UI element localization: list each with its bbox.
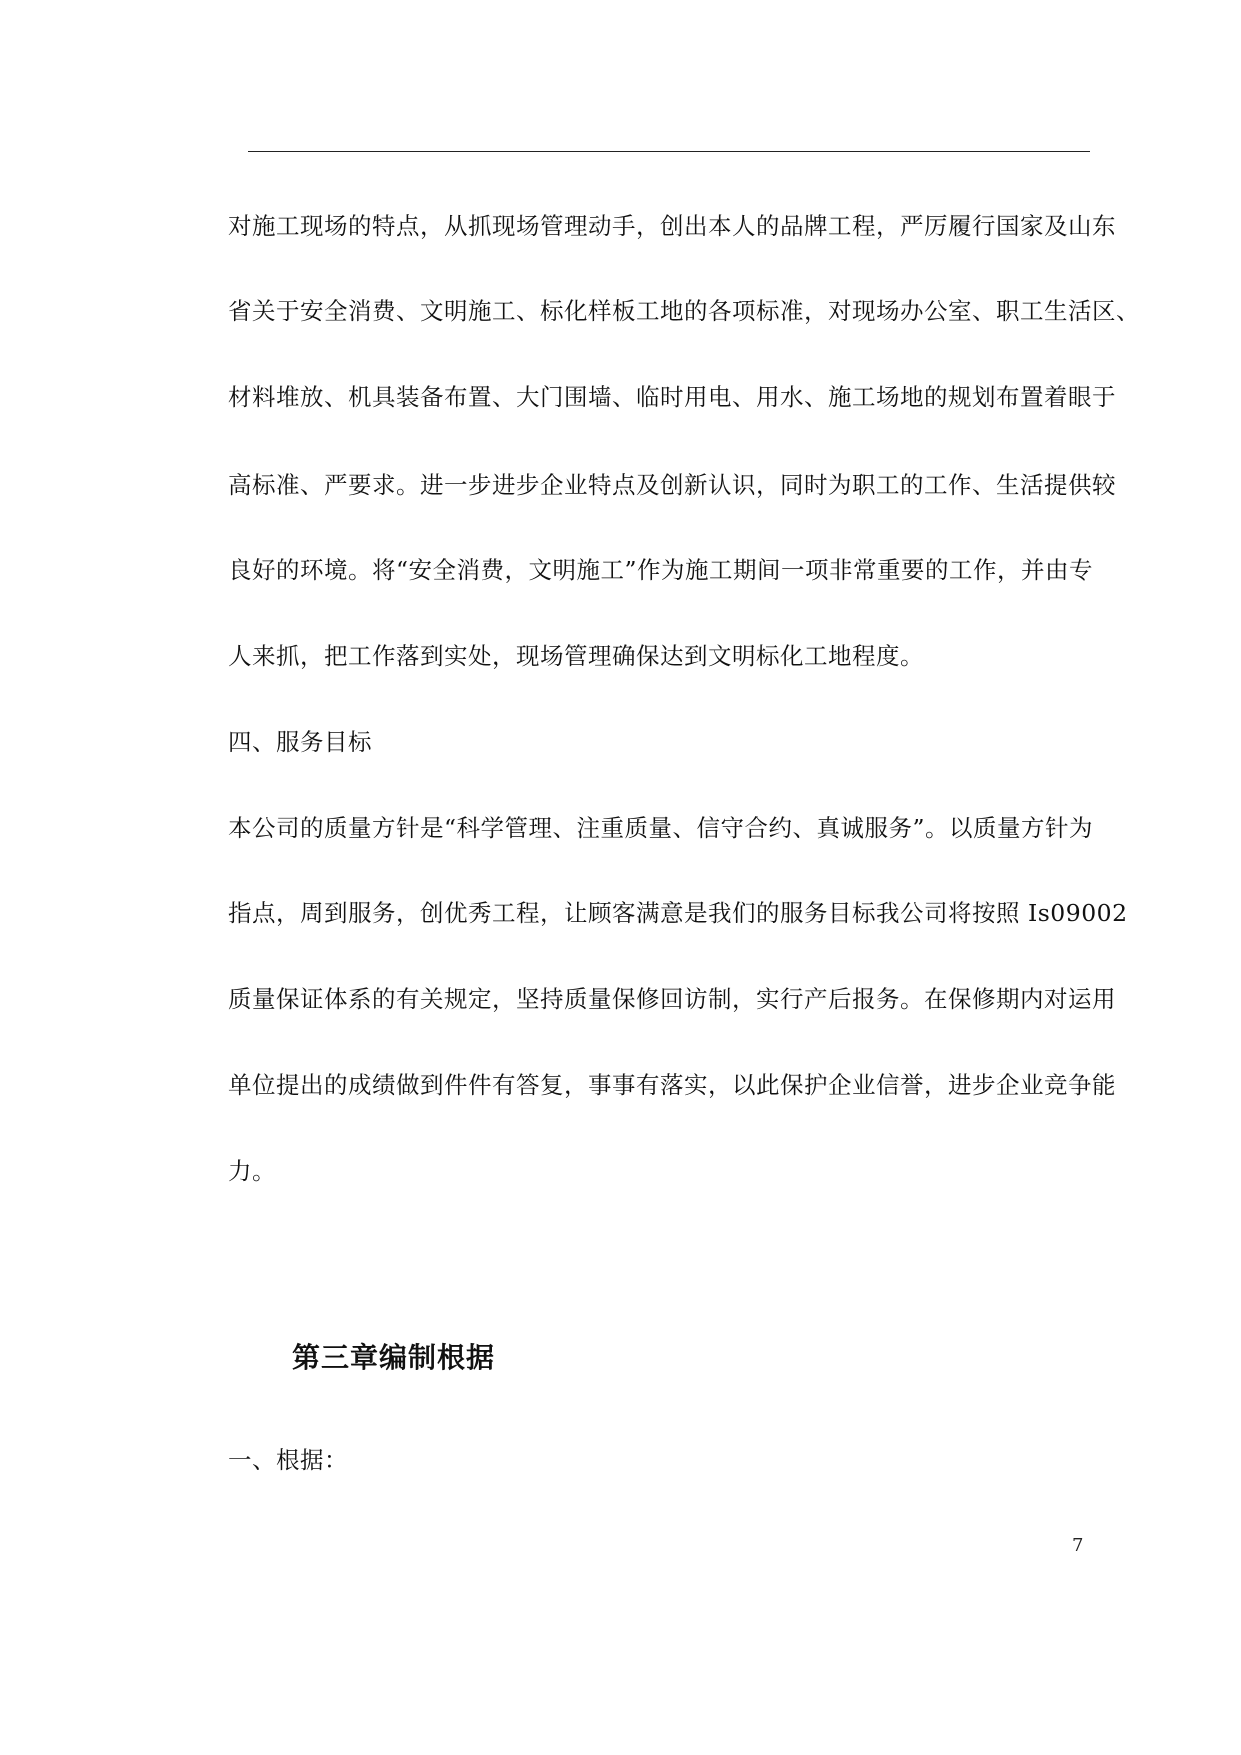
section-heading: 四、服务目标 xyxy=(228,728,372,756)
paragraph-line: 省关于安全消费、文明施工、标化样板工地的各项标准，对现场办公室、职工生活区、 xyxy=(228,297,1140,325)
paragraph-line: 单位提出的成绩做到件件有答复，事事有落实，以此保护企业信誉，进步企业竞争能 xyxy=(228,1071,1116,1099)
paragraph-line: 人来抓，把工作落到实处，现场管理确保达到文明标化工地程度。 xyxy=(228,642,924,670)
paragraph-line: 指点，周到服务，创优秀工程，让顾客满意是我们的服务目标我公司将按照 Is09002 xyxy=(228,899,1128,927)
paragraph-line: 对施工现场的特点，从抓现场管理动手，创出本人的品牌工程，严厉履行国家及山东 xyxy=(228,212,1116,240)
paragraph-line: 良好的环境。将“安全消费，文明施工”作为施工期间一项非常重要的工作，并由专 xyxy=(228,556,1094,584)
subheading: 一、根据： xyxy=(228,1446,348,1474)
chapter-title: 第三章编制根据 xyxy=(292,1341,496,1374)
header-rule xyxy=(248,151,1090,152)
paragraph-line: 本公司的质量方针是“科学管理、注重质量、信守合约、真诚服务”。以质量方针为 xyxy=(228,814,1094,842)
paragraph-line: 质量保证体系的有关规定，坚持质量保修回访制，实行产后报务。在保修期内对运用 xyxy=(228,985,1116,1013)
paragraph-line: 力。 xyxy=(228,1157,276,1185)
paragraph-line: 材料堆放、机具装备布置、大门围墙、临时用电、用水、施工场地的规划布置着眼于 xyxy=(228,383,1116,411)
paragraph-line: 高标准、严要求。进一步进步企业特点及创新认识，同时为职工的工作、生活提供较 xyxy=(228,471,1116,499)
page-number: 7 xyxy=(1072,1535,1084,1556)
